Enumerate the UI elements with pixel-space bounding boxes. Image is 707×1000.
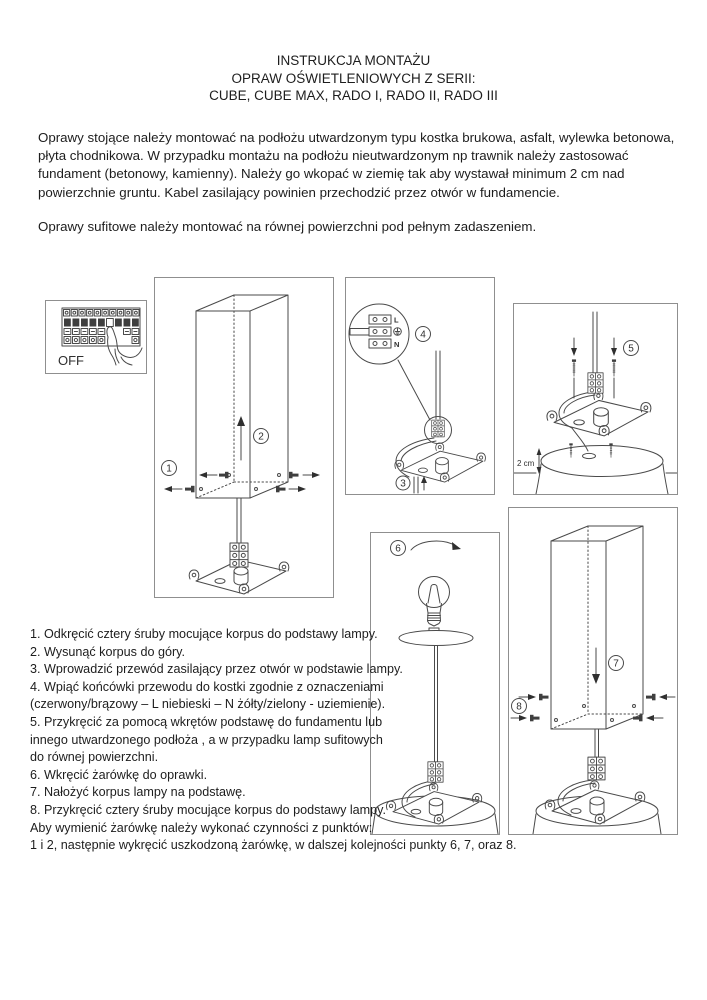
instruction-line: 1 i 2, następnie wykręcić uszkodzoną żarówkę, w dalszej kolejności punkty 6, 7, oraz 8. — [30, 838, 517, 853]
neutral-label: N — [394, 340, 400, 349]
step-2-badge — [254, 429, 269, 444]
breaker-toggles-off — [64, 319, 139, 327]
instruction-line: Aby wymienić żarówkę należy wykonać czynności z punktów: — [30, 820, 373, 835]
paragraph-ceiling-luminaires: Oprawy sufitowe należy montować na równej powierzchni pod pełnym zadaszeniem. — [38, 219, 537, 235]
doc-title-line-1: INSTRUKCJA MONTAŻU — [276, 53, 431, 68]
instruction-line: do równej powierzchni. — [30, 750, 159, 765]
svg-text:6: 6 — [395, 543, 401, 555]
terminal-block-drawing — [432, 420, 445, 437]
svg-text:5: 5 — [628, 343, 634, 355]
instruction-line: 7. Nałożyć korpus lampy na podstawę. — [30, 785, 246, 800]
lower-body-arrow — [592, 648, 600, 684]
instruction-line: 1. Odkręcić cztery śruby mocujące korpus do podstawy lampy. — [30, 627, 378, 641]
lamp-body-cube-drawing — [196, 295, 288, 498]
svg-text:1: 1 — [166, 463, 172, 475]
live-label: L — [394, 315, 399, 325]
step-6-badge — [391, 541, 406, 556]
terminal-block-drawing — [588, 373, 603, 393]
instruction-line: 5. Przykręcić za pomocą wkrętów podstawę do fundamentu lub — [30, 714, 383, 729]
instruction-line: 8. Przykręcić cztery śruby mocujące korpus do podstawy lampy. — [30, 802, 387, 817]
terminal-block-drawing — [588, 757, 605, 780]
step-3-badge — [396, 476, 410, 490]
instruction-line: innego utwardzonego podłoża , a w przypadku lamp sufitowych — [30, 732, 383, 747]
assembly-instructions-list — [30, 626, 517, 855]
cable-up-arrow — [421, 476, 427, 490]
figure-step-5 — [513, 303, 678, 495]
figure-step-1-2 — [154, 277, 334, 598]
svg-text:4: 4 — [420, 329, 426, 341]
lamp-body-cube-drawing — [551, 526, 643, 729]
earth-icon — [394, 328, 402, 336]
terminal-detail-magnifier — [349, 304, 409, 364]
instruction-line: 3. Wprowadzić przewód zasilający przez otwór w podstawie lampy. — [30, 662, 403, 677]
svg-text:3: 3 — [400, 478, 406, 490]
lift-body-arrow — [237, 416, 245, 460]
figure-step-7-8 — [508, 507, 678, 835]
circuit-breaker-panel — [58, 308, 142, 368]
instruction-line: 4. Wpiąć końcówki przewodu do kostki zgodnie z oznaczeniami — [30, 679, 384, 694]
instruction-line: (czerwony/brązowy – L niebieski – N żółty/zielony - uziemienie). — [30, 697, 386, 712]
fasten-arrows-and-screws — [511, 694, 675, 722]
base-plate-drawing — [547, 391, 651, 436]
paragraph-standing-luminaires: Oprawy stojące należy montować na podłożu utwardzonym typu kostka brukowa, asfalt, wylewka betonowa, płyta chodnikowa. W przypadku montażu na podłożu nieutwardzonym np trawnik należy zastosować fundament (betonowy, kamienny). Należy go wkopać w ziemię tak aby wystawał minimum 2 cm nad powierzchnie gruntu. Kabel zasilający powinien przechodzić przez otwór w fundamencie. — [38, 130, 675, 200]
svg-text:2: 2 — [258, 431, 264, 443]
step-5-badge — [624, 341, 639, 356]
figure-step-3-4 — [345, 277, 495, 495]
svg-text:8: 8 — [516, 701, 522, 713]
terminal-block-drawing — [230, 543, 248, 567]
instruction-line: 2. Wysunąć korpus do góry. — [30, 644, 186, 659]
light-bulb-drawing — [419, 577, 450, 627]
figure-power-off — [45, 300, 147, 374]
doc-title-line-3: CUBE, CUBE MAX, RADO I, RADO II, RADO III — [209, 88, 498, 103]
off-label: OFF — [58, 353, 84, 368]
instruction-line: 6. Wkręcić żarówkę do oprawki. — [30, 767, 208, 782]
depth-dimension — [517, 448, 541, 474]
rotate-arrow — [411, 541, 461, 550]
svg-text:7: 7 — [613, 658, 619, 670]
step-1-badge — [162, 461, 177, 476]
base-plate-drawing — [545, 781, 645, 824]
doc-title — [0, 52, 707, 105]
step-7-badge — [609, 656, 624, 671]
depth-label: 2 cm — [517, 459, 535, 468]
step-4-badge — [416, 327, 431, 342]
doc-title-line-2: OPRAW OŚWIETLENIOWYCH Z SERII: — [231, 70, 476, 86]
